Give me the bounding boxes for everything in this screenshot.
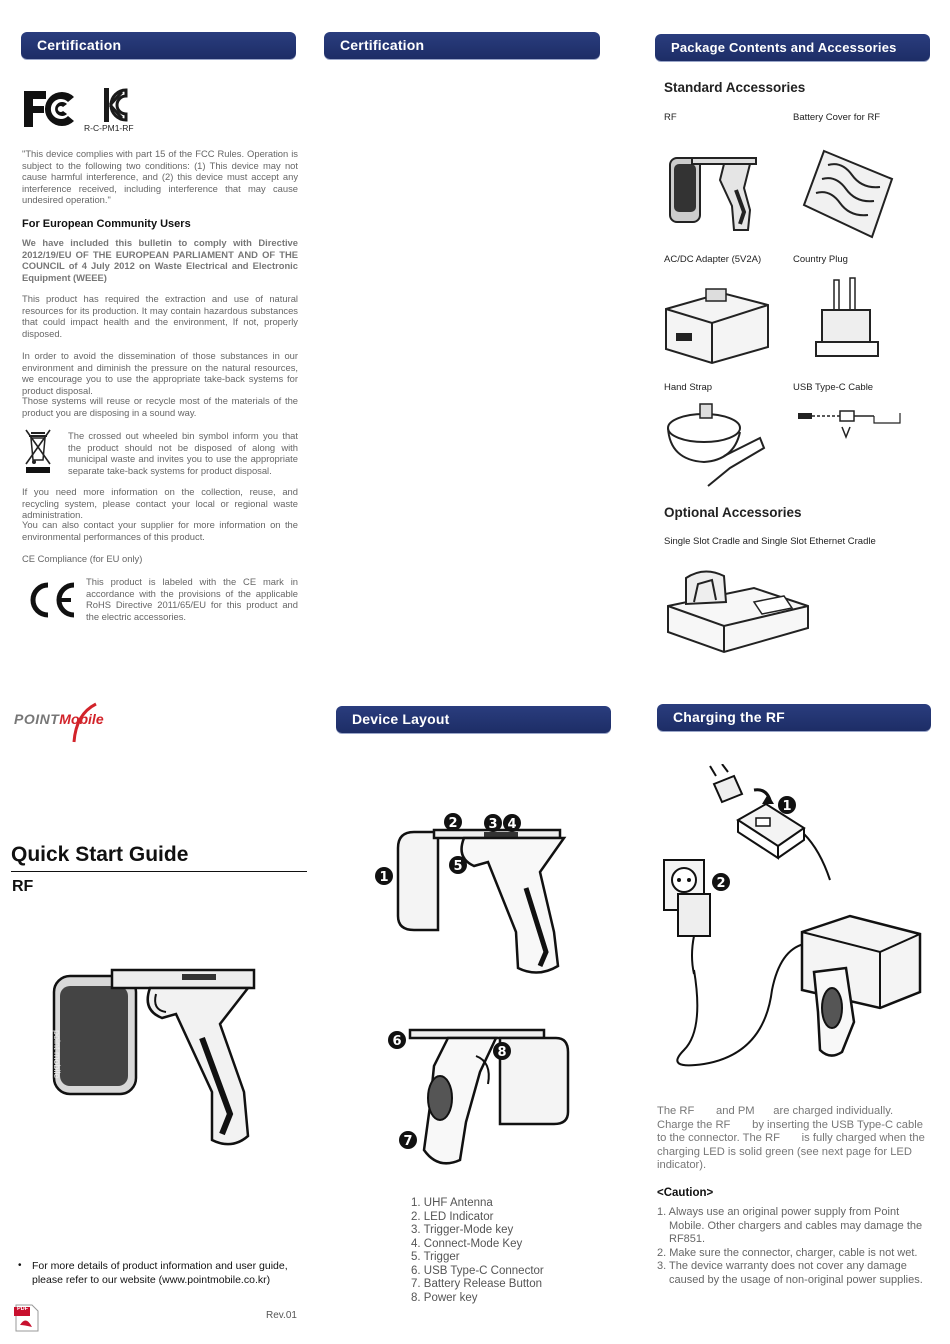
country-plug-image xyxy=(812,276,882,366)
more-info-paragraph: If you need more information on the collection, reuse, and recycling system, please contact your local or regional waste administration. xyxy=(22,486,298,520)
cover-footnote: For more details of product information and user guide, please refer to our website (www.pointmobile.co.kr) xyxy=(32,1260,288,1286)
svg-text:5: 5 xyxy=(453,859,463,874)
kc-code: R-C-PM1-RF xyxy=(84,123,134,133)
charging-device-image xyxy=(790,912,930,1062)
callout-5 xyxy=(448,855,468,875)
svg-text:6: 6 xyxy=(392,1034,402,1049)
hand-strap-image xyxy=(664,398,774,490)
footnote-bullet: • xyxy=(18,1260,22,1271)
svg-text:2: 2 xyxy=(716,876,726,891)
ac-adapter-image xyxy=(662,285,772,365)
fcc-statement: "This device complies with part 15 of the FCC Rules. Operation is subject to the following two conditions: (1) This device may not cause harmful interference, and (2) this device must accept any interference received, including interference that may cause undesired operation." xyxy=(22,148,298,205)
label-battery-cover: Battery Cover for RF xyxy=(793,112,881,123)
label-rf: RF xyxy=(664,112,677,123)
label-country-plug: Country Plug xyxy=(793,254,848,265)
callout-8 xyxy=(492,1041,512,1061)
label-usb-cable: USB Type-C Cable xyxy=(793,382,874,393)
charging-banner: Charging the RF xyxy=(657,704,931,731)
package-contents-banner: Package Contents and Accessories xyxy=(655,34,930,61)
weee-statement: We have included this bulletin to comply with Directive 2012/19/EU OF THE EUROPEAN PARLIAMENT AND OF THE COUNCIL of 4 July 2012 on Waste Electrical and Electronic Equipment (WEEE) xyxy=(22,237,298,283)
optional-accessories-heading: Optional Accessories xyxy=(664,505,802,520)
ce-statement: This product is labeled with the CE mark in accordance with the provisions of the applicable RoHS Directive 2011/65/EU for this product and the electric accessories. xyxy=(86,576,298,622)
svg-text:4: 4 xyxy=(507,817,517,832)
svg-text:1: 1 xyxy=(782,799,792,814)
callout-2 xyxy=(443,812,463,832)
certification-banner-middle: Certification xyxy=(324,32,600,59)
callout-4 xyxy=(502,813,522,833)
charging-callout-1 xyxy=(777,795,797,815)
layout-item-4: 4. Connect-Mode Key xyxy=(411,1237,523,1250)
caution-item-1: 1. Always use an original power supply from Point Mobile. Other chargers and cables may damage the RF851. xyxy=(657,1206,923,1245)
svg-text:1: 1 xyxy=(379,870,389,885)
callout-6 xyxy=(387,1030,407,1050)
layout-item-7: 7. Battery Release Button xyxy=(411,1278,543,1290)
logo-mobile-text: Mobile xyxy=(59,711,104,727)
charging-instructions: The RF and PM are charged individually. Charge the RF by inserting the USB Type-C cable to the connector. The RF is fully charged when the charging LED is solid green (see next page for LED indicator). xyxy=(657,1105,928,1171)
cover-device-image xyxy=(52,964,262,1154)
standard-accessories-heading: Standard Accessories xyxy=(664,80,806,95)
device-layout-list xyxy=(411,1197,544,1305)
cover-title: Quick Start Guide xyxy=(11,843,189,866)
resources-paragraph: This product has required the extraction and use of natural resources for its production. It may contain hazardous substances that could impact health and the environment, If not, properly disposed. xyxy=(22,293,298,339)
caution-list xyxy=(657,1206,931,1287)
logo-swoosh xyxy=(60,700,100,746)
logo-point-text: POINT xyxy=(14,711,60,727)
callout-7 xyxy=(398,1130,418,1150)
svg-text:7: 7 xyxy=(403,1134,413,1149)
usb-cable-image xyxy=(796,405,906,445)
supplier-paragraph: You can also contact your supplier for more information on the environmental performances of this product. xyxy=(22,519,298,542)
device-layout-banner: Device Layout xyxy=(336,706,611,733)
eu-heading: For European Community Users xyxy=(22,218,191,230)
optional-accessories-label: Single Slot Cradle and Single Slot Ethernet Cradle xyxy=(664,536,876,547)
caution-item-2: 2. Make sure the connector, charger, cable is not wet. xyxy=(657,1246,918,1259)
layout-item-1: 1. UHF Antenna xyxy=(411,1197,493,1209)
layout-device-front-image xyxy=(404,1026,574,1174)
caution-item-3: 3. The device warranty does not cover any damage caused by the usage of non-original power supplies. xyxy=(657,1260,923,1286)
rf-device-image xyxy=(664,150,764,240)
callout-1 xyxy=(374,866,394,886)
layout-item-6: 6. USB Type-C Connector xyxy=(411,1264,544,1277)
layout-item-5: 5. Trigger xyxy=(411,1251,460,1263)
revision-label: Rev.01 xyxy=(266,1310,297,1321)
caution-heading: <Caution> xyxy=(657,1187,714,1199)
dissemination-paragraph: In order to avoid the dissemination of those substances in our environment and diminish the pressure on the natural resources, we encourage you to use the appropriate take-back systems for product disposal. xyxy=(22,350,298,396)
label-adapter: AC/DC Adapter (5V2A) xyxy=(664,254,762,265)
device-brand-label: point mobile xyxy=(52,1030,62,1079)
svg-text:8: 8 xyxy=(497,1045,507,1060)
certification-banner-left: Certification xyxy=(21,32,296,59)
ce-mark-icon xyxy=(24,581,78,619)
battery-cover-image xyxy=(802,143,902,243)
svg-text:3: 3 xyxy=(488,817,498,832)
layout-item-2: 2. LED Indicator xyxy=(411,1210,494,1223)
crossed-bin-icon xyxy=(22,426,54,474)
svg-text:2: 2 xyxy=(448,816,458,831)
kc-logo xyxy=(102,86,130,124)
ce-heading: CE Compliance (for EU only) xyxy=(22,553,143,564)
layout-device-side-image xyxy=(394,822,574,978)
recycle-paragraph: Those systems will reuse or recycle most of the materials of the product you are disposing in a sound way. xyxy=(22,395,298,418)
charging-callout-2 xyxy=(711,872,731,892)
label-hand-strap: Hand Strap xyxy=(664,382,713,393)
cover-subtitle: RF xyxy=(12,878,34,895)
layout-item-8: 8. Power key xyxy=(411,1291,478,1304)
bin-symbol-text: The crossed out wheeled bin symbol inform you that the product should not be disposed of along with municipal waste and invites you to use the appropriate separate take-back systems for product disposal. xyxy=(68,430,298,476)
cradle-image xyxy=(664,562,814,658)
callout-3 xyxy=(483,813,503,833)
pdf-icon-label: PDF xyxy=(17,1306,28,1312)
layout-item-3: 3. Trigger-Mode key xyxy=(411,1224,514,1236)
fcc-logo xyxy=(22,88,78,130)
cover-title-rule xyxy=(11,871,307,872)
